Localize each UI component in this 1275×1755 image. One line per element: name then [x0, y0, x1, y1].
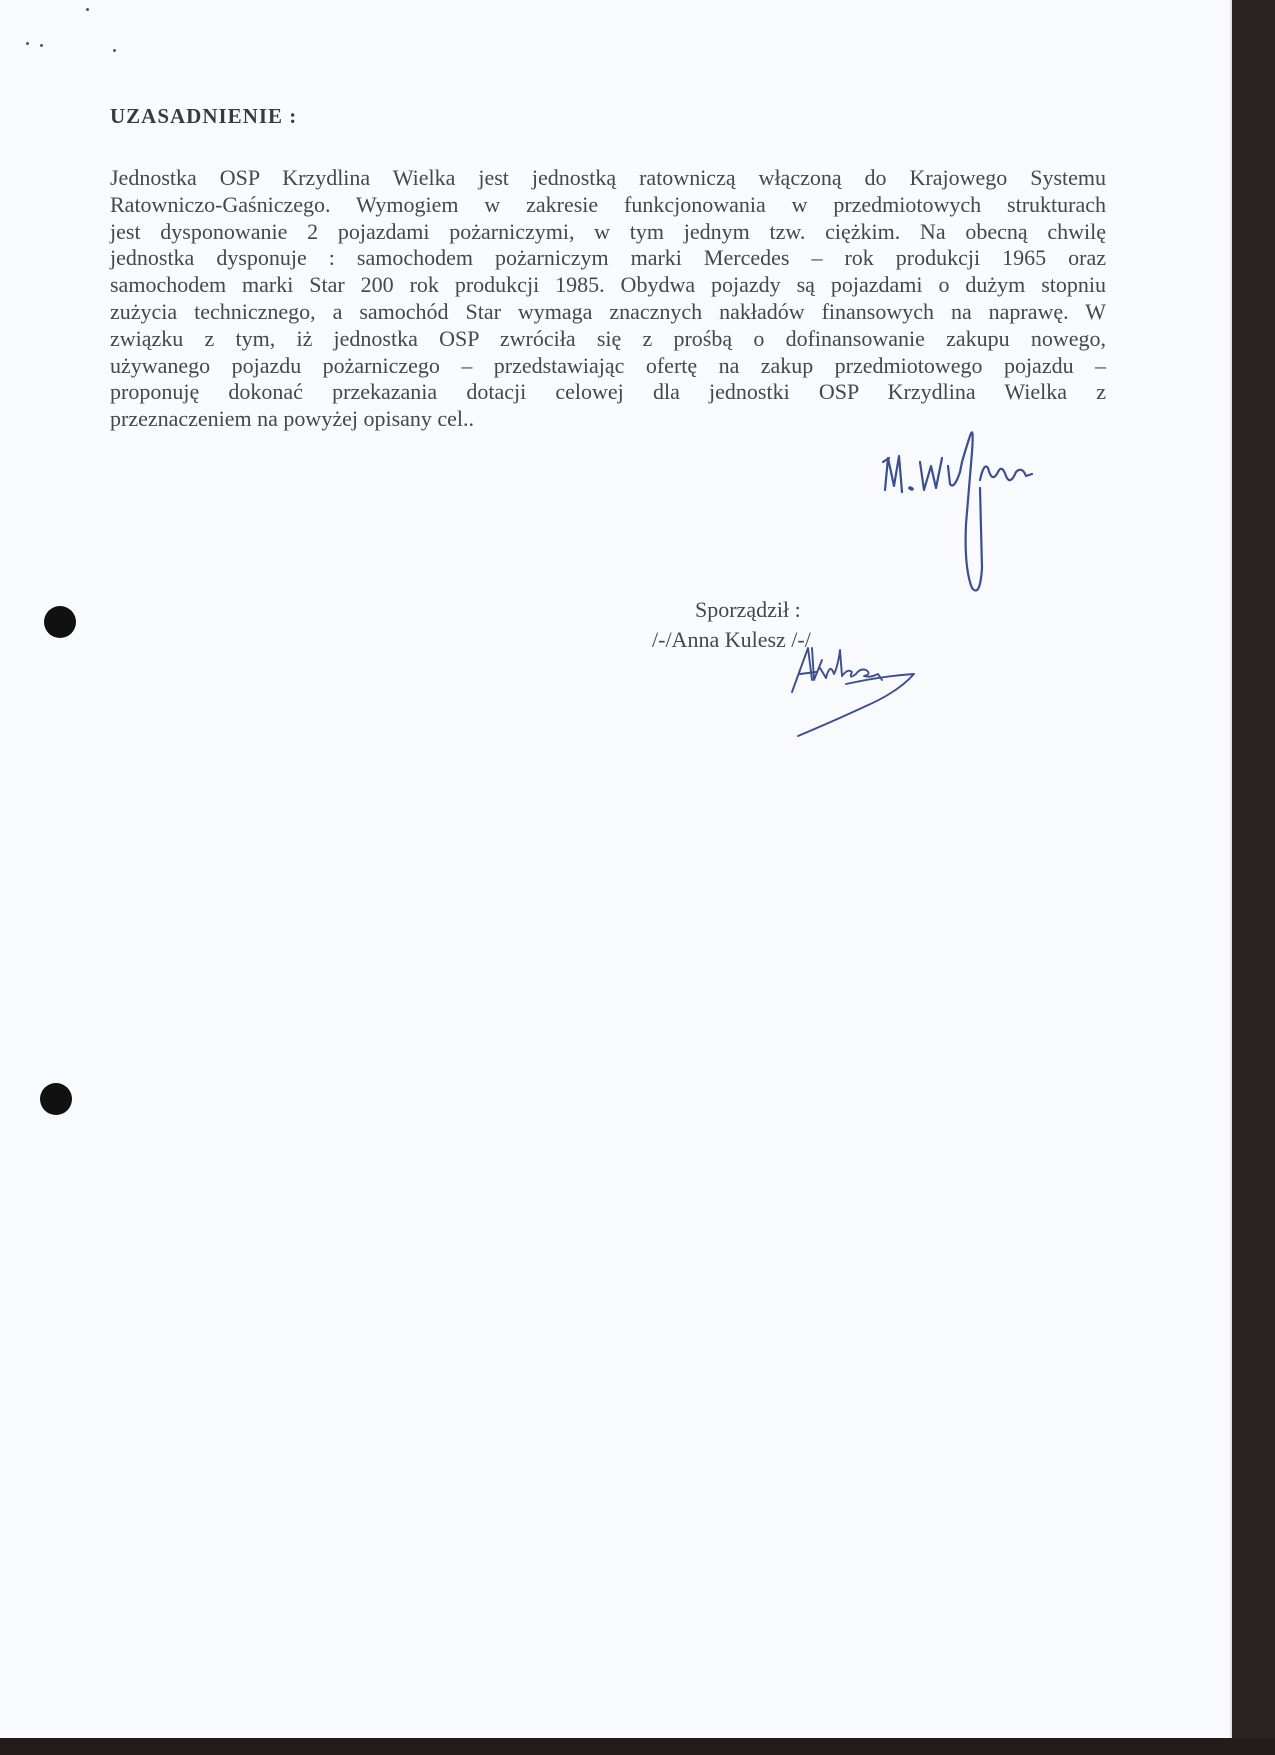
- paragraph-line: jest dysponowanie 2 pojazdami pożarniczymi, w tym jednym tzw. ciężkim. Na obecną chwilę: [110, 218, 1106, 244]
- scan-speck: [86, 8, 89, 11]
- section-heading: UZASADNIENIE :: [110, 104, 298, 128]
- punch-hole: [40, 1083, 72, 1115]
- paragraph-line: Jednostka OSP Krzydlina Wielka jest jednostką ratowniczą włączoną do Krajowego Systemu: [110, 165, 1106, 190]
- author-name: /-/Anna Kulesz /-/: [652, 627, 811, 652]
- paragraph-line: jednostka dysponuje : samochodem pożarniczym marki Mercedes – rok produkcji 1965 oraz: [110, 245, 1106, 271]
- scan-speck: [113, 49, 116, 52]
- paragraph-line: zużycia technicznego, a samochód Star wymaga znacznych nakładów finansowych na naprawę. W: [110, 298, 1106, 324]
- paragraph-line: używanego pojazdu pożarniczego – przedstawiając ofertę na zakup przedmiotowego pojazdu –: [110, 352, 1106, 378]
- justification-paragraph: [110, 165, 1106, 433]
- author-label: Sporządził :: [695, 597, 801, 622]
- paragraph-line: samochodem marki Star 200 rok produkcji 1985. Obydwa pojazdy są pojazdami o dużym stopniu: [110, 272, 1106, 298]
- scan-speck: [26, 42, 29, 45]
- approver-signature: [880, 428, 1080, 648]
- author-signature: [786, 640, 926, 740]
- paragraph-line: Ratowniczo-Gaśniczego. Wymogiem w zakresie funkcjonowania w przedmiotowych strukturach: [110, 191, 1106, 217]
- scan-speck: [40, 44, 43, 47]
- scan-edge: [0, 1738, 1275, 1755]
- paragraph-line: proponuję dokonać przekazania dotacji celowej dla jednostki OSP Krzydlina Wielka z: [110, 379, 1106, 405]
- paragraph-line: związku z tym, iż jednostka OSP zwróciła się z prośbą o dofinansowanie zakupu nowego,: [110, 325, 1106, 351]
- punch-hole: [44, 606, 76, 638]
- paragraph-line: przeznaczeniem na powyżej opisany cel..: [110, 406, 475, 432]
